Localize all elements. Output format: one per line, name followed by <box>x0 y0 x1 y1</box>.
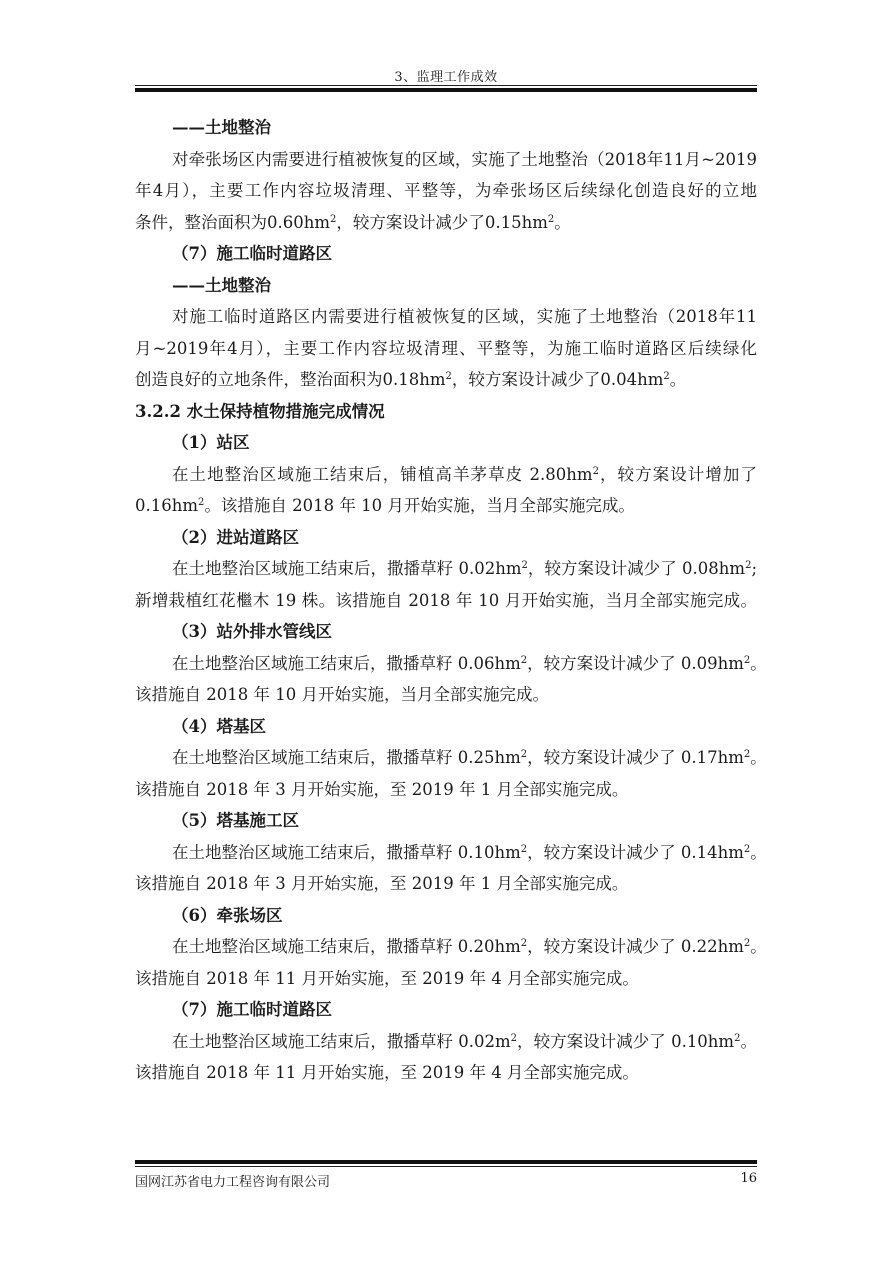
paragraph-line: 月~2019年4月），主要工作内容垃圾清理、平整等，为施工临时道路区后续绿化 <box>135 338 757 358</box>
section-heading: （3）站外排水管线区 <box>172 622 332 641</box>
subheading: ——土地整治 <box>172 275 271 295</box>
paragraph-line: 该措施自 2018 年 11 月开始实施，至 2019 年 4 月全部实施完成。 <box>135 1063 639 1082</box>
section-heading: （1）站区 <box>172 433 250 452</box>
section-heading: （7）施工临时道路区 <box>172 1000 332 1019</box>
paragraph-line: 年4月），主要工作内容垃圾清理、平整等，为牵张场区后续绿化创造良好的立地 <box>135 181 757 200</box>
header-rule-thin <box>135 85 757 86</box>
section-heading: （2）进站道路区 <box>172 527 299 547</box>
section-heading: （7）施工临时道路区 <box>172 244 332 263</box>
footer-rule-thick <box>135 1160 757 1164</box>
paragraph-line: 该措施自 2018 年 3 月开始实施，至 2019 年 1 月全部实施完成。 <box>135 874 629 893</box>
header-rule-thick <box>135 88 757 92</box>
paragraph-line: 该措施自 2018 年 11 月开始实施，至 2019 年 4 月全部实施完成。 <box>135 968 639 988</box>
section-title: 3.2.2 水土保持植物措施完成情况 <box>135 401 385 421</box>
paragraph-line: 创造良好的立地条件，整治面积为$0.18hm^2$，较方案设计减少了$0.04hm^2$。 <box>135 370 687 389</box>
running-header: 3、监理工作成效 <box>394 70 498 85</box>
footer-rule-thin <box>135 1166 757 1167</box>
section-heading: （5）塔基施工区 <box>172 811 299 830</box>
paragraph-line: 在土地整治区域施工结束后，铺植高羊茅草皮 $2.80hm^2$，较方案设计增加了 <box>172 464 757 484</box>
paragraph-line: 在土地整治区域施工结束后，撒播草籽 $0.20hm^2$，较方案设计减少了 $0.22hm^2$。 <box>172 937 767 956</box>
page-number: 16 <box>740 1171 757 1186</box>
paragraph-line: 在土地整治区域施工结束后，撒播草籽 $0.02m^2$，较方案设计减少了 $0.10hm^2$。 <box>172 1031 757 1051</box>
paragraph-line: 该措施自 2018 年 10 月开始实施，当月全部实施完成。 <box>135 685 549 704</box>
paragraph-line: 在土地整治区域施工结束后，撒播草籽 $0.02hm^2$，较方案设计减少了 $0.08hm^2$; <box>172 559 757 578</box>
paragraph-line: 新增栽植红花檵木 19 株。该措施自 2018 年 10 月开始实施，当月全部实施完成。 <box>135 590 757 610</box>
section-heading: （6）牵张场区 <box>172 905 283 925</box>
paragraph-line: 在土地整治区域施工结束后，撒播草籽 $0.10hm^2$，较方案设计减少了 $0.14hm^2$。 <box>172 842 767 862</box>
paragraph-line: 对施工临时道路区内需要进行植被恢复的区域，实施了土地整治（2018年11 <box>172 307 757 326</box>
section-heading: （4）塔基区 <box>172 716 266 736</box>
paragraph-line: 在土地整治区域施工结束后，撒播草籽 $0.25hm^2$，较方案设计减少了 $0.17hm^2$。 <box>172 748 767 767</box>
subheading: ——土地整治 <box>172 118 271 137</box>
paragraph-line: 在土地整治区域施工结束后，撒播草籽 $0.06hm^2$，较方案设计减少了 $0.09hm^2$。 <box>172 653 767 673</box>
body-text <box>135 112 767 1089</box>
paragraph-line: 条件，整治面积为$0.60hm^2$，较方案设计减少了$0.15hm^2$。 <box>135 212 571 232</box>
paragraph-line: 对牵张场区内需要进行植被恢复的区域，实施了土地整治（2018年11月~2019 <box>172 149 757 169</box>
paragraph-line: 该措施自 2018 年 3 月开始实施，至 2019 年 1 月全部实施完成。 <box>135 779 629 799</box>
footer-company: 国网江苏省电力工程咨询有限公司 <box>135 1175 331 1190</box>
paragraph-line: $0.16hm^2$。该措施自 2018 年 10 月开始实施，当月全部实施完成。 <box>135 496 635 515</box>
